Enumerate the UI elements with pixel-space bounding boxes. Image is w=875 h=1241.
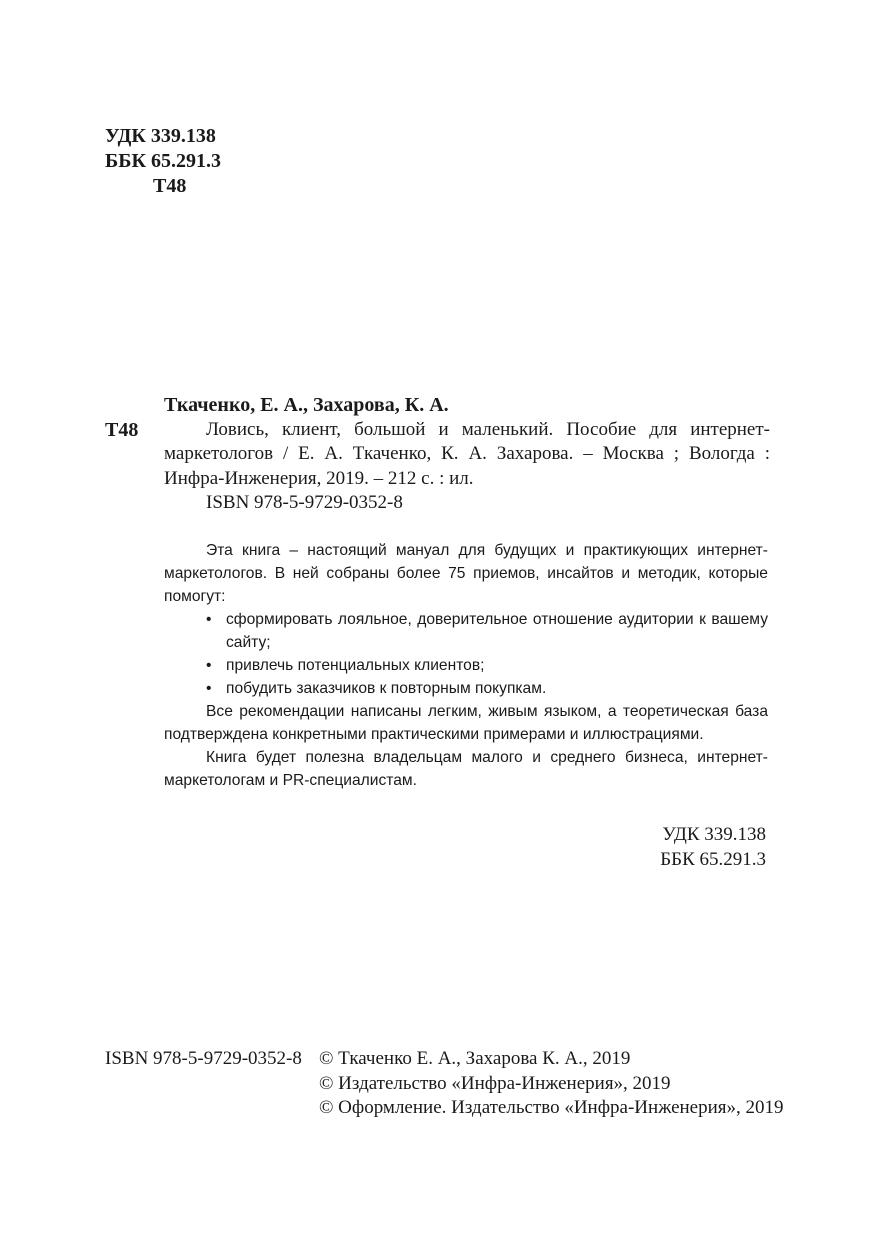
list-item-text: привлечь потенциальных клиентов; [226, 657, 485, 674]
bbk-code-bottom: ББК 65.291.3 [660, 849, 766, 870]
classification-block-bottom [616, 822, 766, 872]
title-line-1: Ловись, клиент, большой и маленький. Пособие для интернет- [206, 418, 770, 440]
annotation [164, 539, 768, 792]
bullet-icon: • [206, 680, 212, 697]
udk-code-bottom: УДК 339.138 [662, 824, 766, 845]
record-author-mark: Т48 [105, 418, 139, 441]
author-mark: Т48 [153, 175, 187, 197]
bullet-icon: • [206, 611, 212, 628]
bibliographic-record [105, 393, 770, 516]
title-line-2: маркетологов / Е. А. Ткаченко, К. А. Захарова. – Москва ; Вологда : [164, 443, 770, 464]
copyright-isbn: ISBN 978-5-9729-0352-8 [105, 1048, 302, 1069]
bbk-code: ББК 65.291.3 [105, 150, 221, 172]
bullet-list [164, 608, 768, 700]
list-item [164, 608, 768, 654]
list-item [164, 654, 768, 677]
list-item-text: сформировать лояльное, доверительное отношение аудитории к вашему сайту; [226, 611, 768, 651]
authors-heading: Ткаченко, Е. А., Захарова, К. А. [164, 394, 449, 416]
udk-code: УДК 339.138 [105, 125, 216, 147]
copyright-block [319, 1047, 784, 1121]
copyright-line-publisher: © Издательство «Инфра-Инженерия», 2019 [319, 1072, 671, 1094]
title-row [105, 418, 770, 443]
bullet-icon: • [206, 657, 212, 674]
annotation-intro: Эта книга – настоящий мануал для будущих и практикующих интернет-маркетологов. В ней собраны более 75 приемов, инсайтов и методик, которые помогут: [164, 542, 768, 605]
copyright-line-design: © Оформление. Издательство «Инфра-Инженерия», 2019 [319, 1097, 784, 1118]
copyright-line-authors: © Ткаченко Е. А., Захарова К. А., 2019 [319, 1048, 631, 1069]
classification-block-top [105, 124, 221, 199]
annotation-paragraph-3: Книга будет полезна владельцам малого и среднего бизнеса, интернет-маркетологам и PR-специалистам. [164, 749, 768, 789]
record-isbn: ISBN 978-5-9729-0352-8 [206, 492, 403, 513]
annotation-paragraph-2: Все рекомендации написаны легким, живым языком, а теоретическая база подтверждена конкретными практическими примерами и иллюстрациями. [164, 703, 768, 743]
title-line-3: Инфра-Инженерия, 2019. – 212 с. : ил. [164, 467, 474, 489]
list-item [164, 677, 768, 700]
list-item-text: побудить заказчиков к повторным покупкам. [226, 680, 547, 697]
